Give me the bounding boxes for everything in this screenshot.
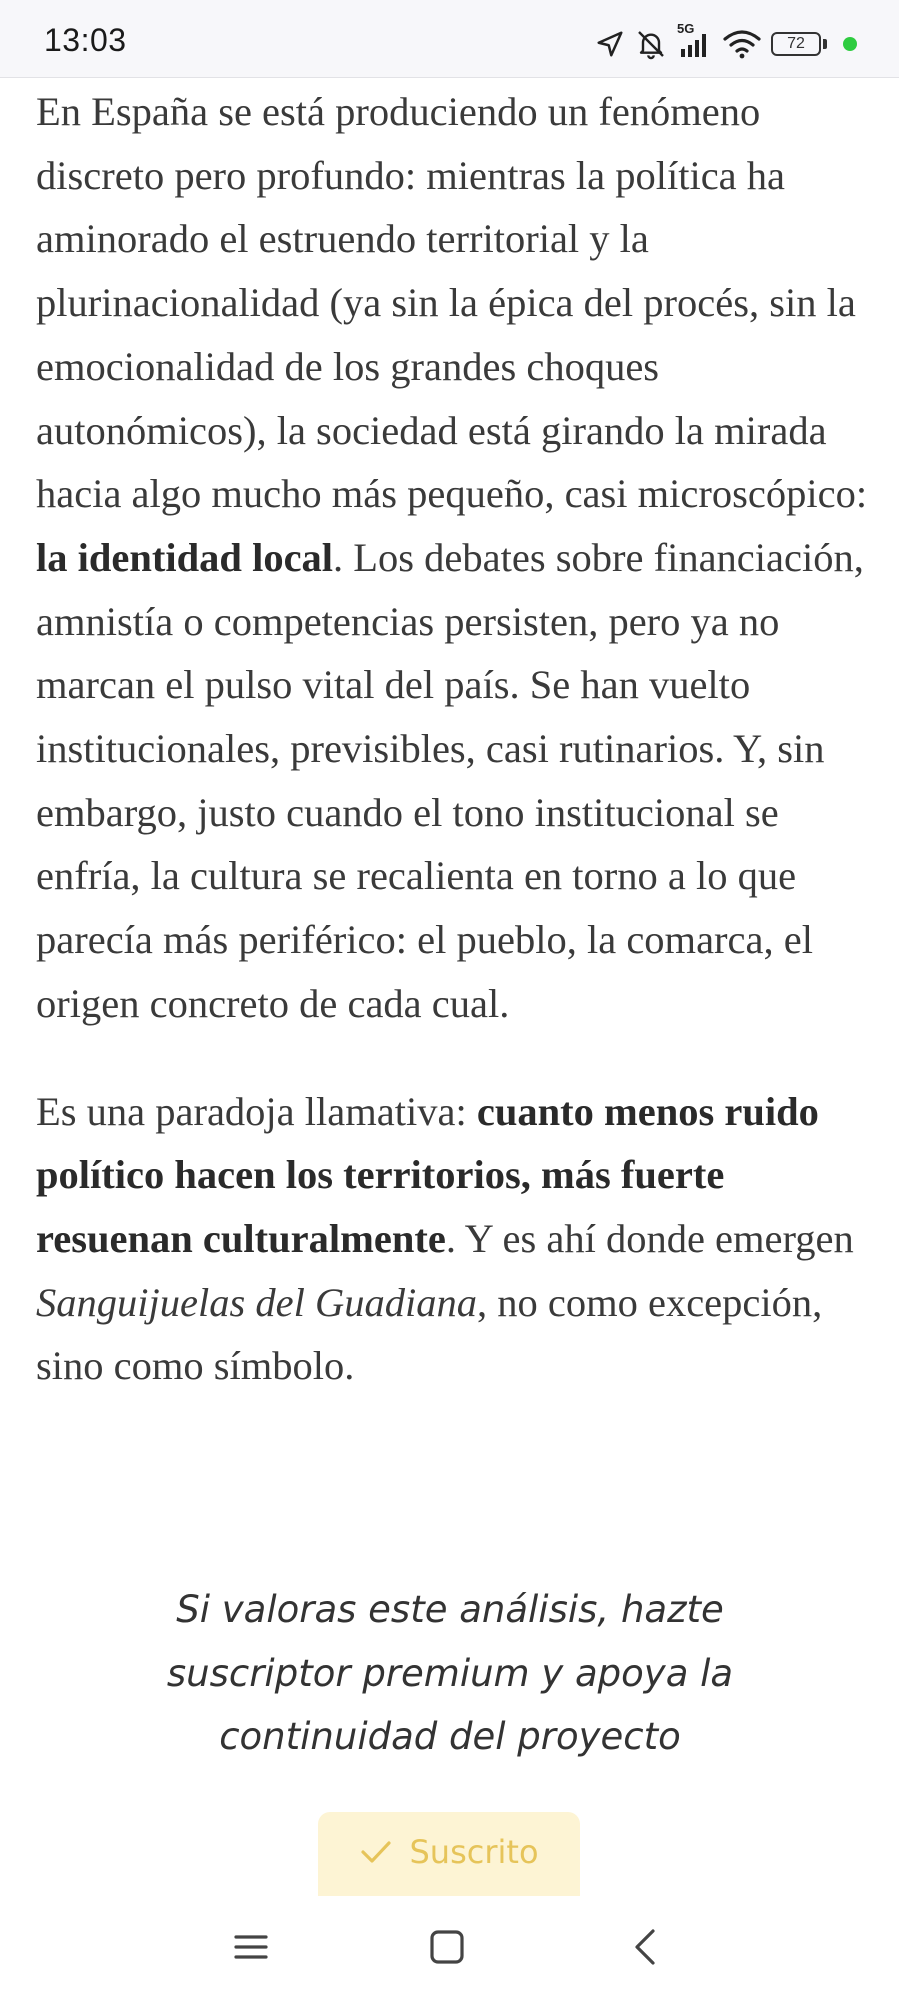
status-bar: [0, 0, 899, 78]
emphasis-text: cuanto menos ruido político hacen los territorios, más fuerte resuenan culturalmente: [36, 1088, 819, 1261]
location-arrow-icon: [595, 29, 625, 59]
subscribed-label: Suscrito: [409, 1833, 539, 1871]
emphasis-text: la identidad local: [36, 534, 334, 580]
check-icon: [359, 1837, 393, 1867]
subscribed-button[interactable]: [318, 1812, 580, 1896]
article-paragraph-2: [36, 1080, 876, 1399]
back-chevron-icon: [631, 1928, 659, 1971]
back-button[interactable]: [620, 1924, 670, 1974]
wifi-icon: [723, 29, 761, 59]
paragraph-text: En España se está produciendo un fenómeno discreto pero profundo: mientras la política ha aminorado el estruendo territorial y la plurinacionalidad (ya sin la épica del procés, sin la emocionalidad de los grandes choques autonómicos), la sociedad está girando la mirada hacia algo mucho más pequeño, casi microscópico:: [36, 89, 868, 517]
battery-icon: [771, 32, 827, 56]
menu-icon: [233, 1931, 269, 1968]
network-type: 5G: [677, 21, 695, 36]
paragraph-text: . Los debates sobre financiación, amnistía o competencias persisten, pero ya no marcan el pulso vital del país. Se han vuelto institucionales, previsibles, casi rutinarios. Y, sin embargo, justo cuando el tono institucional se enfría, la cultura se recalienta en torno a lo que parecía más periférico: el pueblo, la comarca, el origen concreto de cada cual.: [36, 534, 864, 1026]
dot-indicator-icon: [843, 37, 857, 51]
article-paragraph-1: [36, 80, 876, 1036]
menu-button[interactable]: [226, 1924, 276, 1974]
status-time: 13:03: [44, 22, 127, 58]
status-icons: [595, 21, 857, 64]
subscribe-cta-text: Si valoras este análisis, hazte suscriptor premium y apoya la continuidad del proyecto: [166, 1588, 734, 1758]
paragraph-text: Es una paradoja llamativa:: [36, 1088, 477, 1134]
system-nav-bar: [0, 1896, 899, 2000]
title-italic: Sanguijuelas del Guadiana: [36, 1279, 477, 1325]
paragraph-text: . Y es ahí donde emergen: [445, 1215, 854, 1261]
battery-level: 72: [771, 32, 821, 56]
paragraph-text: , no como excepción, sino como símbolo.: [36, 1279, 823, 1389]
article-body: [36, 80, 876, 1398]
battery-cap: [823, 39, 827, 49]
bell-muted-icon: [635, 28, 667, 60]
home-square-icon: [429, 1929, 465, 1970]
home-button[interactable]: [422, 1924, 472, 1974]
signal-icon: [677, 21, 713, 59]
